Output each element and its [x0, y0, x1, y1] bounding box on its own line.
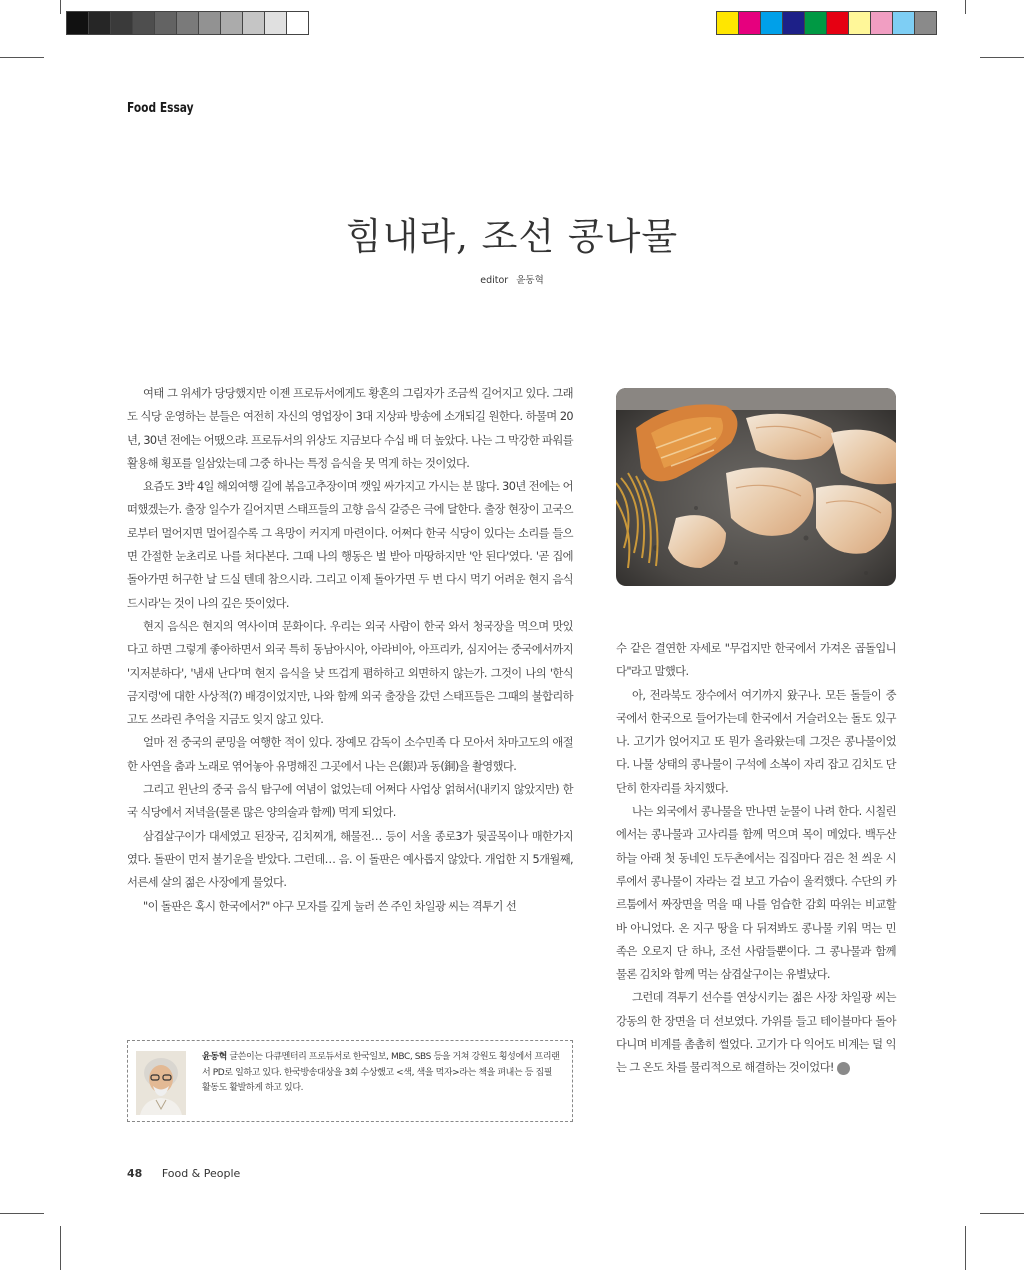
body-paragraph: 수 같은 결연한 자세로 "무겁지만 한국에서 가져온 곱돌입니다"라고 말했다.: [616, 642, 896, 679]
crop-mark: [965, 0, 966, 14]
body-paragraph: 나는 외국에서 콩나물을 만나면 눈물이 나려 한다. 시칠린에서는 콩나물과 고사리를 함께 먹으며 목이 메었다. 백두산 하늘 아래 첫 동네인 도두촌에서는 집집마다 검은 천 씌운 시루에서 콩나물이 자라는 걸 보고 가슴이 울컥했다. 수단의 카르툼에서 짜장면을 먹을 때 나를 엄습한 감회 따위는 비교할 바 아니었다. 온 지구 땅을 다 뒤져봐도 콩나물 키워 먹는 민족은 오로지 단 하나, 조선 사람들뿐이다. 그 콩나물과 함께 물론 김치와 함께 먹는 삼겹살구이는 유별났다.: [616, 805, 896, 982]
crop-mark: [60, 0, 61, 14]
section-tag: Food Essay: [127, 101, 194, 116]
author-bio-text: 글쓴이는 다큐멘터리 프로듀서로 한국일보, MBC, SBS 등을 거쳐 강원도 횡성에서 프리랜서 PD로 일하고 있다. 한국방송대상을 3회 수상했고 <색, 색을 먹자>라는 책을 펴내는 등 집필 활동도 활발하게 하고 있다.: [202, 1052, 560, 1093]
body-paragraph: [616, 986, 896, 1079]
page-footer: [127, 1167, 240, 1180]
body-paragraph: 현지 음식은 현지의 역사이며 문화이다. 우리는 외국 사람이 한국 와서 청국장을 먹으며 맛있다고 하면 그렇게 좋아하면서 외국 특히 동남아시아, 아라비아, 아프리카, 심지어는 중국에서까지 '지저분하다', '냄새 난다'며 현지 음식을 낮 뜨겁게 폄하하고 외면하지 않는가. 그것이 나의 '한식 금지령'에 대한 사상적(?) 배경이었지만, 나와 함께 외국 출장을 갔던 스태프들은 그때의 불합리하고도 쓰라린 추억을 지금도 잊지 않고 있다.: [127, 619, 573, 727]
body-paragraph: 요즘도 3박 4일 해외여행 길에 볶음고추장이며 깻잎 싸가지고 가시는 분 많다. 30년 전에는 어떠했겠는가. 출장 일수가 길어지면 스태프들의 고향 음식 갈증은 극에 달한다. 출장 현장이 고국으로부터 멀어지면 멀어질수록 그 욕망이 커지게 마련이다. 어쩌다 한국 식당이 있다는 소리를 들으면 간절한 눈초리로 나를 쳐다본다. 그때 나의 행동은 벌 받아 마땅하지만 '안 된다'였다. '곧 집에 돌아가면 허구한 날 드실 텐데 참으시라. 그리고 이제 돌아가면 두 번 다시 먹기 어려운 현지 음식 드시라'는 것이 나의 깊은 뜻이었다.: [127, 480, 573, 610]
crop-mark: [980, 1213, 1024, 1214]
crop-mark: [0, 57, 44, 58]
color-swatch: [199, 12, 221, 34]
article-body-left-column: [127, 382, 573, 918]
color-swatch: [243, 12, 265, 34]
body-paragraph: 아, 전라북도 장수에서 여기까지 왔구나. 모든 돌들이 중국에서 한국으로 들어가는데 한국에서 거슬러오는 돌도 있구나. 고기가 얹어지고 또 뭔가 올라왔는데 그것은 콩나물이었다. 나물 상태의 콩나물이 구석에 소복이 자리 잡고 김치도 단단히 한자리를 차지했다.: [616, 688, 896, 795]
body-paragraph: 그리고 윈난의 중국 음식 탐구에 여념이 없었는데 어쩌다 사업상 얽혀서(내키지 않았지만) 한국 식당에서 저녁을(물론 많은 양의술과 함께) 먹게 되었다.: [127, 783, 573, 820]
crop-mark: [0, 1213, 44, 1214]
body-paragraph: "이 돌판은 혹시 한국에서?" 야구 모자를 깊게 눌러 쓴 주인 차일광 씨는 격투기 선: [143, 899, 517, 913]
color-swatch: [67, 12, 89, 34]
body-paragraph: 얼마 전 중국의 쿤밍을 여행한 적이 있다. 장예모 감독이 소수민족 다 모아서 차마고도의 애절한 사연을 춤과 노래로 엮어놓아 유명해진 그곳에서 나는 은(銀)과 동(銅)을 촬영했다.: [127, 736, 573, 773]
page-number: 48: [127, 1167, 143, 1180]
magazine-name: Food & People: [161, 1167, 241, 1180]
color-swatch: [89, 12, 111, 34]
color-swatch: [265, 12, 287, 34]
color-swatch: [783, 12, 805, 34]
process-color-bar: [716, 11, 937, 35]
crop-mark: [965, 1226, 966, 1270]
color-swatch: [717, 12, 739, 34]
color-swatch: [849, 12, 871, 34]
byline-author: 윤동혁: [516, 275, 544, 286]
color-swatch: [177, 12, 199, 34]
author-portrait: [136, 1051, 186, 1115]
article-body-right-column: [616, 637, 896, 1080]
body-paragraph: 삼겹살구이가 대세였고 된장국, 김치찌개, 해물전… 등이 서울 종로3가 뒷골목이나 매한가지였다. 돌판이 먼저 불기운을 받았다. 그런데… 음. 이 돌판은 예사롭지 않았다. 개업한 지 5개월째, 서른세 살의 젊은 사장에게 물었다.: [127, 829, 573, 890]
color-swatch: [915, 12, 936, 34]
color-swatch: [739, 12, 761, 34]
color-swatch: [761, 12, 783, 34]
byline: [0, 272, 1024, 286]
color-swatch: [893, 12, 915, 34]
crop-mark: [980, 57, 1024, 58]
color-swatch: [287, 12, 308, 34]
author-bio: [202, 1050, 562, 1097]
body-paragraph-text: 그런데 격투기 선수를 연상시키는 젊은 사장 차일광 씨는 강동의 한 장면을 더 선보였다. 가위를 들고 테이블마다 돌아다니며 비계를 촘촘히 썰었다. 고기가 다 익어도 비계는 덜 익는 그 온도 차를 물리적으로 해결하는 것이었다!: [616, 991, 896, 1075]
color-swatch: [827, 12, 849, 34]
grilled-pork-belly-photo: [616, 388, 896, 586]
end-mark-icon: F: [837, 1062, 850, 1075]
byline-role: editor: [480, 275, 509, 286]
article-title: 힘내라, 조선 콩나물: [345, 215, 679, 258]
author-bio-box: [127, 1040, 573, 1122]
color-swatch: [805, 12, 827, 34]
crop-mark: [60, 1226, 61, 1270]
color-swatch: [871, 12, 893, 34]
author-name: 윤동혁: [202, 1052, 227, 1062]
color-swatch: [155, 12, 177, 34]
grayscale-color-bar: [66, 11, 309, 35]
color-swatch: [221, 12, 243, 34]
body-paragraph: 여태 그 위세가 당당했지만 이젠 프로듀서에게도 황혼의 그림자가 조금씩 길어지고 있다. 그래도 식당 운영하는 분들은 여전히 자신의 영업장이 3대 지상파 방송에 소개되길 원한다. 하물며 20년, 30년 전에는 어땠으랴. 프로듀서의 위상도 지금보다 수십 배 더 높았다. 나는 그 막강한 파워를 활용해 횡포를 일삼았는데 그중 하나는 특정 음식을 못 먹게 하는 것이었다.: [127, 387, 573, 470]
color-swatch: [133, 12, 155, 34]
color-swatch: [111, 12, 133, 34]
